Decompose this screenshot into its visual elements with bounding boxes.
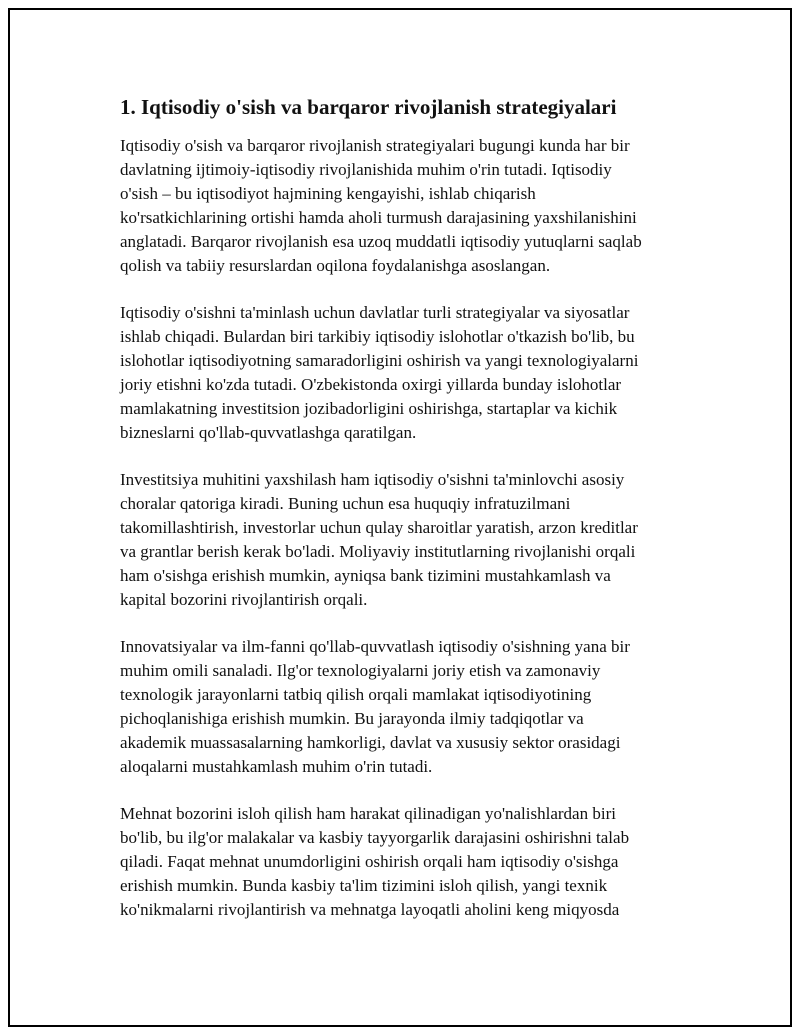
text-line: Investitsiya muhitini yaxshilash ham iqtisodiy o'sishni ta'minlovchi asosiy	[120, 470, 625, 489]
text-line: kapital bozorini rivojlantirish orqali.	[120, 590, 368, 609]
text-line: Innovatsiyalar va ilm-fanni qo'llab-quvvatlash iqtisodiy o'sishning yana bir	[120, 637, 630, 656]
text-line: aloqalarni mustahkamlash muhim o'rin tutadi.	[120, 757, 433, 776]
text-line: akademik muassasalarning hamkorligi, davlat va xususiy sektor orasidagi	[120, 733, 621, 752]
text-line: Iqtisodiy o'sishni ta'minlash uchun davlatlar turli strategiyalar va siyosatlar	[120, 303, 630, 322]
text-line: mamlakatning investitsion jozibadorligini oshirishga, startaplar va kichik	[120, 399, 618, 418]
text-line: Iqtisodiy o'sish va barqaror rivojlanish strategiyalari bugungi kunda har bir	[120, 136, 630, 155]
document-body	[120, 92, 680, 945]
text-line: qiladi. Faqat mehnat unumdorligini oshirish orqali ham iqtisodiy o'sishga	[120, 852, 619, 871]
text-line: ham o'sishga erishish mumkin, ayniqsa bank tizimini mustahkamlash va	[120, 566, 611, 585]
text-line: choralar qatoriga kiradi. Buning uchun esa huquqiy infratuzilmani	[120, 494, 571, 513]
text-line: ko'rsatkichlarining ortishi hamda aholi turmush darajasining yaxshilanishini	[120, 208, 637, 227]
paragraph-5	[120, 802, 680, 922]
text-line: muhim omili sanaladi. Ilg'or texnologiyalarni joriy etish va zamonaviy	[120, 661, 601, 680]
text-line: ko'nikmalarni rivojlantirish va mehnatga layoqatli aholini keng miqyosda	[120, 900, 620, 919]
page-frame	[8, 8, 792, 1027]
paragraph-2	[120, 301, 680, 445]
text-line: texnologik jarayonlarni tatbiq qilish orqali mamlakat iqtisodiyotining	[120, 685, 592, 704]
text-line: pichoqlanishiga erishish mumkin. Bu jarayonda ilmiy tadqiqotlar va	[120, 709, 584, 728]
text-line: Mehnat bozorini isloh qilish ham harakat qilinadigan yo'nalishlardan biri	[120, 804, 616, 823]
paragraph-1	[120, 134, 680, 278]
text-line: takomillashtirish, investorlar uchun qulay sharoitlar yaratish, arzon kreditlar	[120, 518, 638, 537]
text-line: joriy etishni ko'zda tutadi. O'zbekistonda oxirgi yillarda bunday islohotlar	[120, 375, 622, 394]
text-line: o'sish – bu iqtisodiyot hajmining kengayishi, ishlab chiqarish	[120, 184, 536, 203]
text-line: va grantlar berish kerak bo'ladi. Moliyaviy institutlarning rivojlanishi orqali	[120, 542, 636, 561]
text-line: anglatadi. Barqaror rivojlanish esa uzoq muddatli iqtisodiy yutuqlarni saqlab	[120, 232, 642, 251]
text-line: bo'lib, bu ilg'or malakalar va kasbiy tayyorgarlik darajasini oshirishni talab	[120, 828, 630, 847]
section-heading: 1. Iqtisodiy o'sish va barqaror rivojlanish strategiyalari	[120, 95, 617, 119]
text-line: ishlab chiqadi. Bulardan biri tarkibiy iqtisodiy islohotlar o'tkazish bo'lib, bu	[120, 327, 635, 346]
text-line: erishish mumkin. Bunda kasbiy ta'lim tizimini isloh qilish, yangi texnik	[120, 876, 608, 895]
paragraph-4	[120, 635, 680, 779]
text-line: islohotlar iqtisodiyotning samaradorligini oshirish va yangi texnologiyalarni	[120, 351, 639, 370]
paragraph-3	[120, 468, 680, 612]
text-line: davlatning ijtimoiy-iqtisodiy rivojlanishida muhim o'rin tutadi. Iqtisodiy	[120, 160, 612, 179]
text-line: qolish va tabiiy resurslardan oqilona foydalanishga asoslangan.	[120, 256, 551, 275]
text-line: bizneslarni qo'llab-quvvatlashga qaratilgan.	[120, 423, 417, 442]
